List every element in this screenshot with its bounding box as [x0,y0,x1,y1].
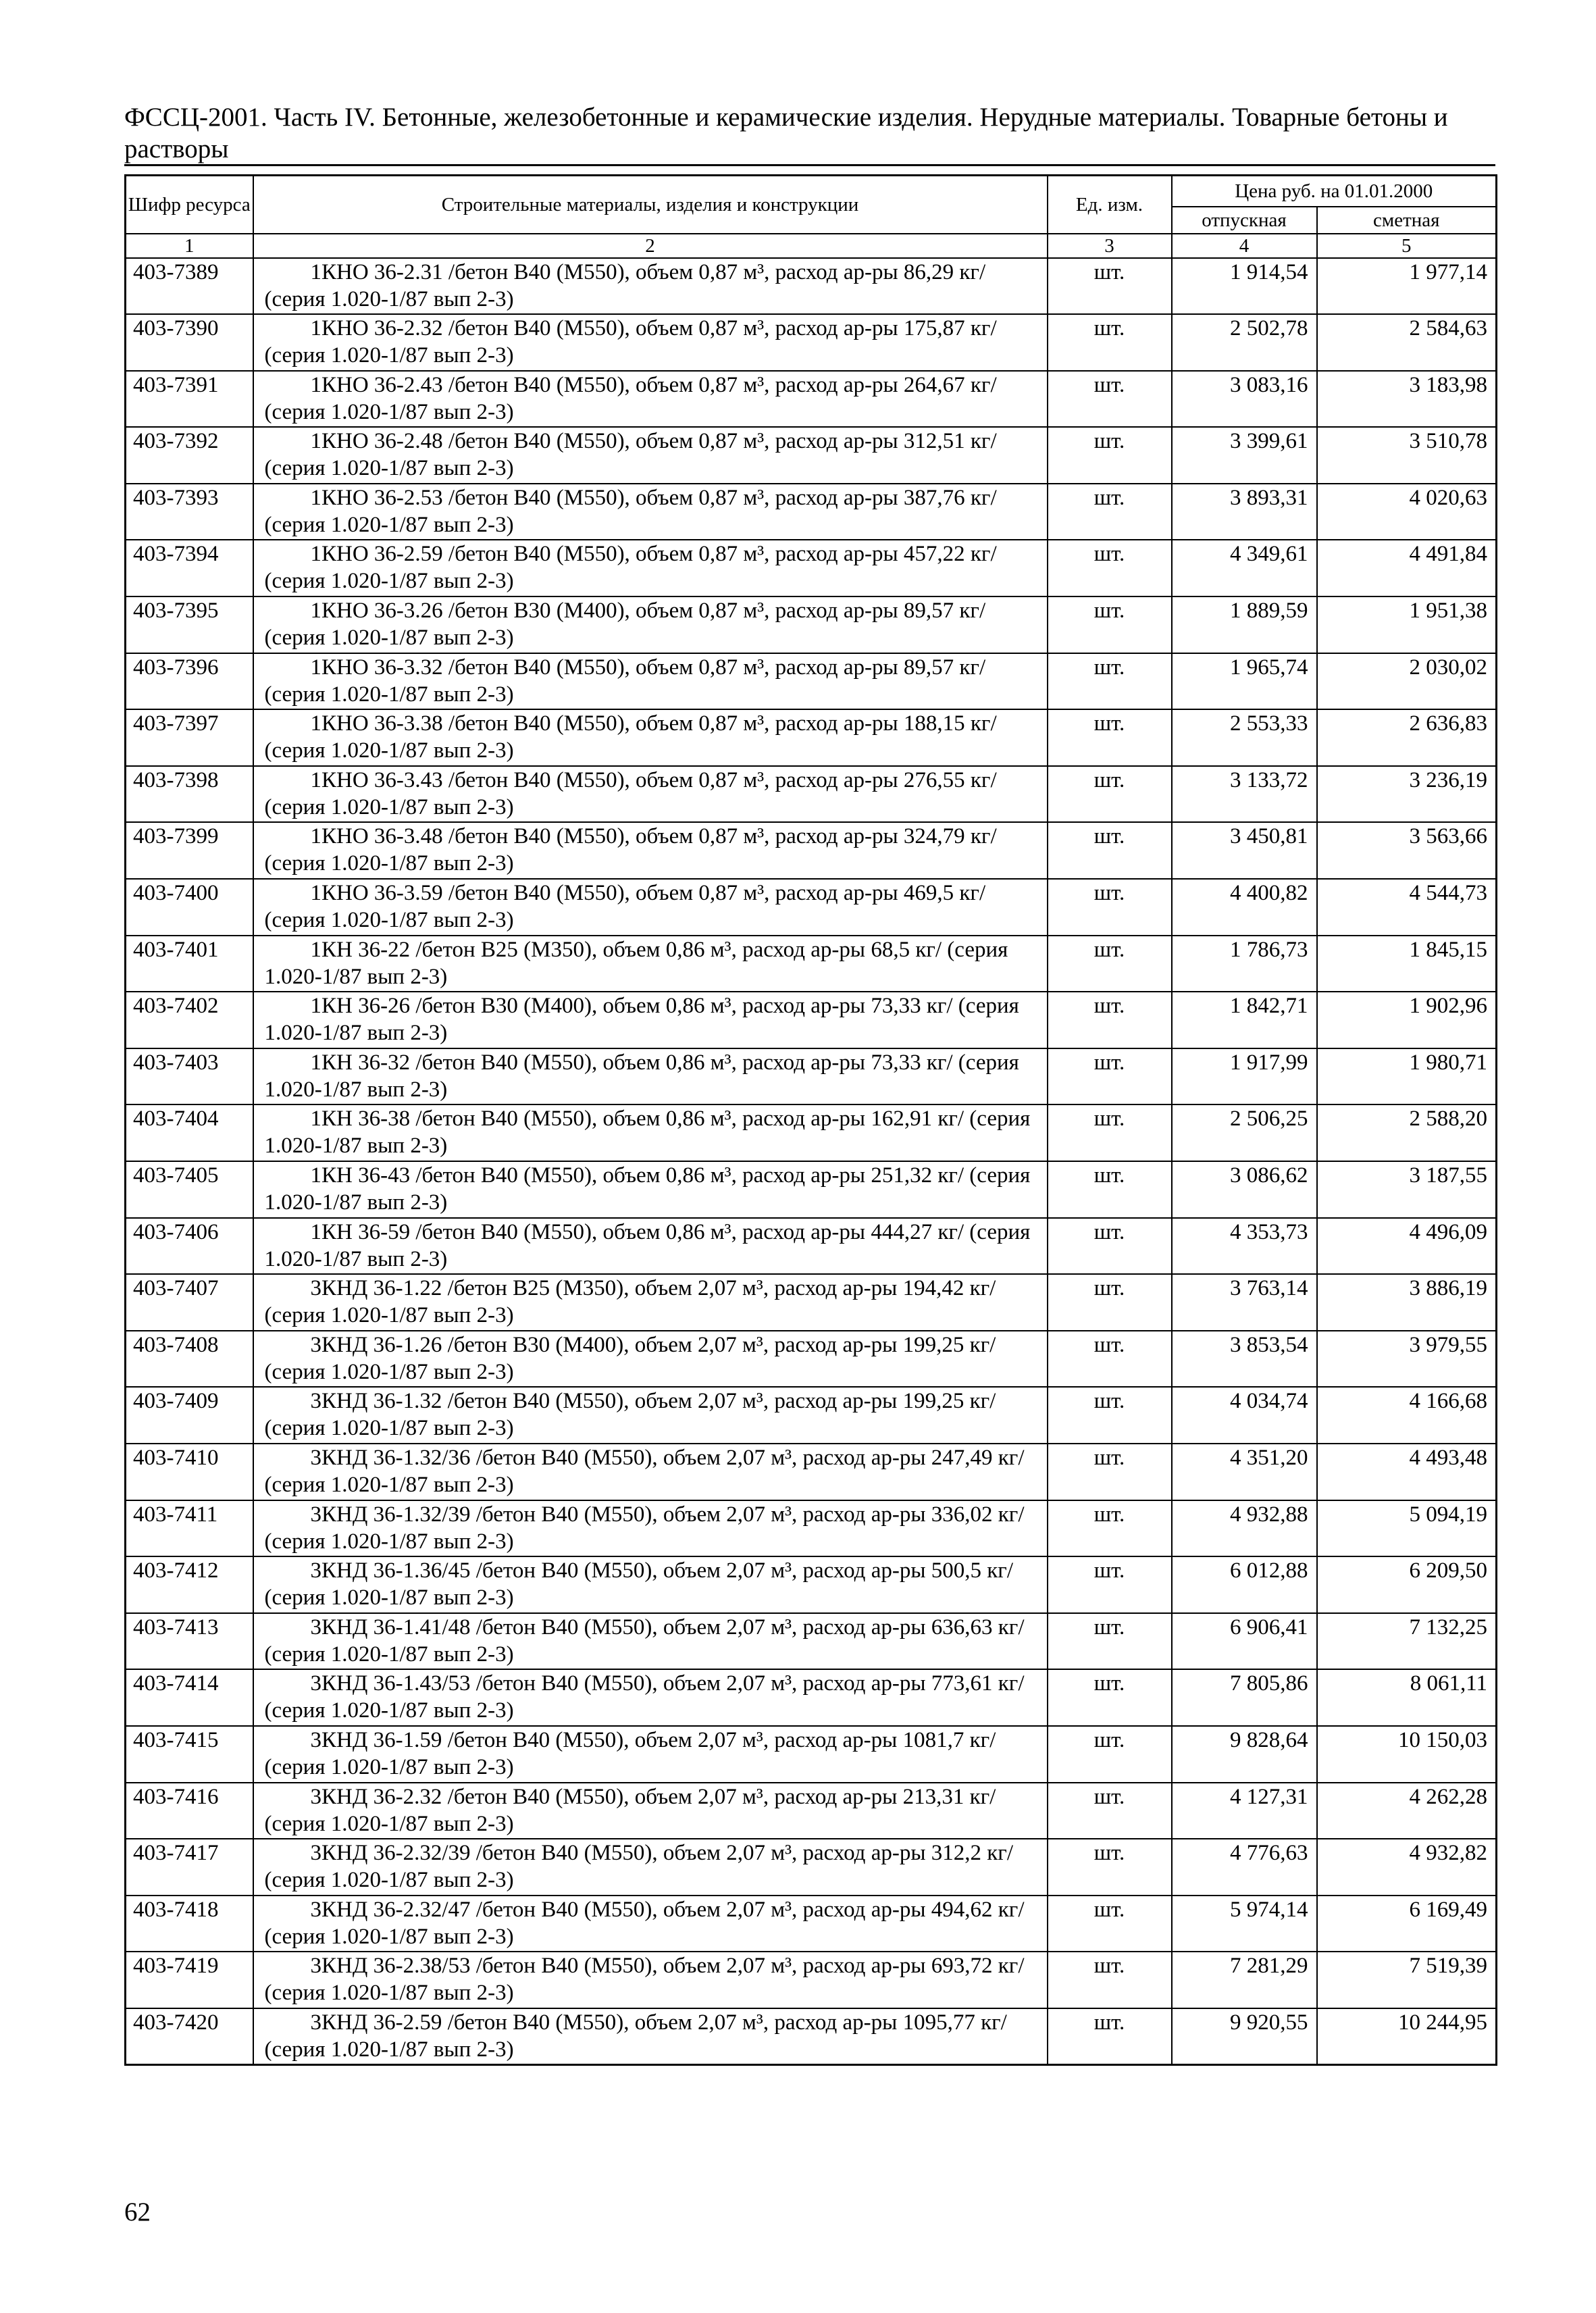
estimate-price: 7 519,39 [1317,1952,1497,2008]
page-number: 62 [124,2197,151,2227]
resource-code: 403-7394 [126,540,253,596]
material-description-text: 1КНО 36-3.48 /бетон В40 (М550), объем 0,87 м³, расход ар-ры 324,79 кг/ (серия 1.020-1/87 вып 2-3) [264,824,997,876]
release-price: 3 763,14 [1172,1274,1317,1331]
material-description-text: 3КНД 36-2.59 /бетон В40 (М550), объем 2,07 м³, расход ар-ры 1095,77 кг/ (серия 1.020-1/87 вып 2-3) [264,2010,1007,2062]
resource-code: 403-7402 [126,992,253,1048]
release-price: 4 776,63 [1172,1839,1317,1896]
unit: шт. [1048,1896,1172,1952]
material-description-text: 1КН 36-26 /бетон В30 (М400), объем 0,86 м³, расход ар-ры 73,33 кг/ (серия 1.020-1/87 вып 2-3) [264,994,1019,1046]
page-header: ФССЦ-2001. Часть IV. Бетонные, железобетонные и керамические изделия. Нерудные материалы. Товарные бетоны и растворы [124,103,1448,163]
release-price: 3 086,62 [1172,1161,1317,1218]
material-description [253,822,1048,879]
table-row [126,1274,1497,1331]
unit: шт. [1048,1669,1172,1726]
unit: шт. [1048,879,1172,936]
resource-code: 403-7416 [126,1783,253,1839]
estimate-price: 3 187,55 [1317,1161,1497,1218]
release-price: 1 965,74 [1172,653,1317,710]
material-description-text: 3КНД 36-1.36/45 /бетон В40 (М550), объем 2,07 м³, расход ар-ры 500,5 кг/ (серия 1.020-1/87 вып 2-3) [264,1558,1013,1610]
material-description-text: 3КНД 36-2.38/53 /бетон В40 (М550), объем 2,07 м³, расход ар-ры 693,72 кг/ (серия 1.020-1/87 вып 2-3) [264,1954,1025,2006]
resource-code: 403-7407 [126,1274,253,1331]
release-price: 3 133,72 [1172,766,1317,823]
table-row [126,1726,1497,1783]
table-row [126,484,1497,540]
material-description-text: 1КНО 36-2.48 /бетон В40 (М550), объем 0,87 м³, расход ар-ры 312,51 кг/ (серия 1.020-1/87 вып 2-3) [264,429,997,481]
estimate-price: 3 183,98 [1317,371,1497,428]
material-description [253,258,1048,315]
material-description [253,992,1048,1048]
material-description-text: 3КНД 36-1.22 /бетон В25 (М350), объем 2,07 м³, расход ар-ры 194,42 кг/ (серия 1.020-1/87 вып 2-3) [264,1276,996,1328]
material-description-text: 1КНО 36-2.53 /бетон В40 (М550), объем 0,87 м³, расход ар-ры 387,76 кг/ (серия 1.020-1/87 вып 2-3) [264,485,997,537]
material-description-text: 3КНД 36-1.26 /бетон В30 (М400), объем 2,07 м³, расход ар-ры 199,25 кг/ (серия 1.020-1/87 вып 2-3) [264,1332,996,1384]
release-price: 4 127,31 [1172,1783,1317,1839]
estimate-price: 4 262,28 [1317,1783,1497,1839]
release-price: 3 450,81 [1172,822,1317,879]
material-description [253,1161,1048,1218]
estimate-price: 3 563,66 [1317,822,1497,879]
column-number: 3 [1048,234,1172,258]
resource-code: 403-7411 [126,1500,253,1557]
table-row [126,1444,1497,1500]
unit: шт. [1048,427,1172,484]
material-description-text: 1КН 36-43 /бетон В40 (М550), объем 0,86 м³, расход ар-ры 251,32 кг/ (серия 1.020-1/87 вып 2-3) [264,1163,1031,1215]
unit: шт. [1048,1613,1172,1670]
release-price: 4 400,82 [1172,879,1317,936]
material-description [253,1274,1048,1331]
resource-code: 403-7401 [126,936,253,992]
table-row [126,1952,1497,2008]
header-name: Строительные материалы, изделия и конструкции [253,176,1048,234]
unit: шт. [1048,1104,1172,1161]
estimate-price: 4 020,63 [1317,484,1497,540]
material-description [253,371,1048,428]
material-description-text: 3КНД 36-1.43/53 /бетон В40 (М550), объем 2,07 м³, расход ар-ры 773,61 кг/ (серия 1.020-1/87 вып 2-3) [264,1671,1025,1723]
material-description-text: 1КНО 36-2.32 /бетон В40 (М550), объем 0,87 м³, расход ар-ры 175,87 кг/ (серия 1.020-1/87 вып 2-3) [264,316,997,368]
table-row [126,822,1497,879]
unit: шт. [1048,258,1172,315]
release-price: 1 889,59 [1172,596,1317,653]
table-row [126,1783,1497,1839]
release-price: 2 553,33 [1172,709,1317,766]
unit: шт. [1048,596,1172,653]
release-price: 9 828,64 [1172,1726,1317,1783]
material-description [253,1387,1048,1444]
table-row [126,1896,1497,1952]
release-price: 6 012,88 [1172,1556,1317,1613]
price-table [124,174,1497,2066]
resource-code: 403-7396 [126,653,253,710]
release-price: 4 353,73 [1172,1218,1317,1275]
resource-code: 403-7417 [126,1839,253,1896]
estimate-price: 4 166,68 [1317,1387,1497,1444]
resource-code: 403-7410 [126,1444,253,1500]
unit: шт. [1048,371,1172,428]
header-code: Шифр ресурса [126,176,253,234]
material-description [253,2008,1048,2065]
table-row [126,540,1497,596]
resource-code: 403-7419 [126,1952,253,2008]
material-description-text: 3КНД 36-2.32/47 /бетон В40 (М550), объем 2,07 м³, расход ар-ры 494,62 кг/ (серия 1.020-1/87 вып 2-3) [264,1897,1025,1949]
table-row [126,1613,1497,1670]
resource-code: 403-7392 [126,427,253,484]
column-number: 4 [1172,234,1317,258]
resource-code: 403-7420 [126,2008,253,2065]
release-price: 7 281,29 [1172,1952,1317,2008]
unit: шт. [1048,1500,1172,1557]
resource-code: 403-7399 [126,822,253,879]
release-price: 4 349,61 [1172,540,1317,596]
estimate-price: 1 845,15 [1317,936,1497,992]
unit: шт. [1048,1048,1172,1105]
material-description [253,1952,1048,2008]
table-row [126,766,1497,823]
unit: шт. [1048,1952,1172,2008]
table-row [126,1048,1497,1105]
material-description-text: 1КНО 36-2.43 /бетон В40 (М550), объем 0,87 м³, расход ар-ры 264,67 кг/ (серия 1.020-1/87 вып 2-3) [264,372,997,424]
material-description-text: 1КНО 36-3.43 /бетон В40 (М550), объем 0,87 м³, расход ар-ры 276,55 кг/ (серия 1.020-1/87 вып 2-3) [264,767,997,819]
resource-code: 403-7409 [126,1387,253,1444]
material-description-text: 3КНД 36-1.59 /бетон В40 (М550), объем 2,07 м³, расход ар-ры 1081,7 кг/ (серия 1.020-1/87 вып 2-3) [264,1727,996,1779]
resource-code: 403-7415 [126,1726,253,1783]
material-description-text: 1КНО 36-3.38 /бетон В40 (М550), объем 0,87 м³, расход ар-ры 188,15 кг/ (серия 1.020-1/87 вып 2-3) [264,711,997,763]
release-price: 1 786,73 [1172,936,1317,992]
material-description-text: 1КНО 36-3.59 /бетон В40 (М550), объем 0,87 м³, расход ар-ры 469,5 кг/ (серия 1.020-1/87 вып 2-3) [264,881,986,933]
resource-code: 403-7404 [126,1104,253,1161]
table-row [126,371,1497,428]
estimate-price: 4 932,82 [1317,1839,1497,1896]
resource-code: 403-7418 [126,1896,253,1952]
material-description [253,1048,1048,1105]
material-description-text: 1КНО 36-2.31 /бетон В40 (М550), объем 0,87 м³, расход ар-ры 86,29 кг/ (серия 1.020-1/87 вып 2-3) [264,259,986,311]
material-description [253,1556,1048,1613]
release-price: 1 917,99 [1172,1048,1317,1105]
resource-code: 403-7393 [126,484,253,540]
table-row [126,596,1497,653]
table-row [126,1669,1497,1726]
table-body [126,258,1497,2065]
table-row [126,992,1497,1048]
material-description-text: 1КН 36-32 /бетон В40 (М550), объем 0,86 м³, расход ар-ры 73,33 кг/ (серия 1.020-1/87 вып 2-3) [264,1050,1019,1102]
resource-code: 403-7414 [126,1669,253,1726]
estimate-price: 2 030,02 [1317,653,1497,710]
release-price: 2 502,78 [1172,314,1317,371]
resource-code: 403-7413 [126,1613,253,1670]
unit: шт. [1048,653,1172,710]
material-description-text: 1КН 36-38 /бетон В40 (М550), объем 0,86 м³, расход ар-ры 162,91 кг/ (серия 1.020-1/87 вып 2-3) [264,1107,1031,1159]
release-price: 3 399,61 [1172,427,1317,484]
resource-code: 403-7391 [126,371,253,428]
material-description-text: 1КНО 36-3.32 /бетон В40 (М550), объем 0,87 м³, расход ар-ры 89,57 кг/ (серия 1.020-1/87 вып 2-3) [264,655,986,707]
unit: шт. [1048,1444,1172,1500]
material-description-text: 3КНД 36-2.32/39 /бетон В40 (М550), объем 2,07 м³, расход ар-ры 312,2 кг/ (серия 1.020-1/87 вып 2-3) [264,1841,1013,1893]
estimate-price: 4 493,48 [1317,1444,1497,1500]
release-price: 4 351,20 [1172,1444,1317,1500]
material-description-text: 1КНО 36-2.59 /бетон В40 (М550), объем 0,87 м³, расход ар-ры 457,22 кг/ (серия 1.020-1/87 вып 2-3) [264,542,997,594]
estimate-price: 7 132,25 [1317,1613,1497,1670]
unit: шт. [1048,1783,1172,1839]
material-description [253,1218,1048,1275]
estimate-price: 5 094,19 [1317,1500,1497,1557]
estimate-price: 3 236,19 [1317,766,1497,823]
resource-code: 403-7408 [126,1331,253,1388]
table-row [126,2008,1497,2065]
material-description [253,540,1048,596]
estimate-price: 10 244,95 [1317,2008,1497,2065]
release-price: 3 893,31 [1172,484,1317,540]
estimate-price: 3 979,55 [1317,1331,1497,1388]
unit: шт. [1048,314,1172,371]
material-description [253,1331,1048,1388]
estimate-price: 4 544,73 [1317,879,1497,936]
material-description [253,484,1048,540]
material-description [253,653,1048,710]
resource-code: 403-7397 [126,709,253,766]
release-price: 5 974,14 [1172,1896,1317,1952]
material-description [253,314,1048,371]
material-description [253,427,1048,484]
estimate-price: 2 588,20 [1317,1104,1497,1161]
table-row [126,1556,1497,1613]
material-description-text: 3КНД 36-1.32 /бетон В40 (М550), объем 2,07 м³, расход ар-ры 199,25 кг/ (серия 1.020-1/87 вып 2-3) [264,1389,996,1441]
material-description [253,1896,1048,1952]
material-description-text: 1КН 36-59 /бетон В40 (М550), объем 0,86 м³, расход ар-ры 444,27 кг/ (серия 1.020-1/87 вып 2-3) [264,1219,1031,1271]
table-row [126,258,1497,315]
header-rule [124,164,1495,166]
estimate-price: 2 636,83 [1317,709,1497,766]
resource-code: 403-7389 [126,258,253,315]
material-description [253,709,1048,766]
release-price: 3 083,16 [1172,371,1317,428]
material-description [253,1613,1048,1670]
resource-code: 403-7412 [126,1556,253,1613]
resource-code: 403-7398 [126,766,253,823]
material-description [253,1444,1048,1500]
material-description-text: 3КНД 36-1.32/36 /бетон В40 (М550), объем 2,07 м³, расход ар-ры 247,49 кг/ (серия 1.020-1/87 вып 2-3) [264,1445,1025,1497]
estimate-price: 10 150,03 [1317,1726,1497,1783]
header-release-price: отпускная [1172,207,1317,234]
estimate-price: 6 209,50 [1317,1556,1497,1613]
header-unit: Ед. изм. [1048,176,1172,234]
column-number: 2 [253,234,1048,258]
release-price: 3 853,54 [1172,1331,1317,1388]
table-row [126,1387,1497,1444]
material-description [253,1839,1048,1896]
material-description-text: 3КНД 36-1.41/48 /бетон В40 (М550), объем 2,07 м³, расход ар-ры 636,63 кг/ (серия 1.020-1/87 вып 2-3) [264,1615,1025,1667]
material-description [253,766,1048,823]
table-row [126,1500,1497,1557]
material-description-text: 3КНД 36-1.32/39 /бетон В40 (М550), объем 2,07 м³, расход ар-ры 336,02 кг/ (серия 1.020-1/87 вып 2-3) [264,1502,1025,1554]
unit: шт. [1048,1387,1172,1444]
release-price: 1 842,71 [1172,992,1317,1048]
material-description-text: 1КНО 36-3.26 /бетон В30 (М400), объем 0,87 м³, расход ар-ры 89,57 кг/ (серия 1.020-1/87 вып 2-3) [264,599,986,651]
material-description [253,936,1048,992]
unit: шт. [1048,1161,1172,1218]
unit: шт. [1048,1274,1172,1331]
table-row [126,1839,1497,1896]
resource-code: 403-7403 [126,1048,253,1105]
header-estimate-price: сметная [1317,207,1497,234]
unit: шт. [1048,1726,1172,1783]
resource-code: 403-7400 [126,879,253,936]
material-description-text: 3КНД 36-2.32 /бетон В40 (М550), объем 2,07 м³, расход ар-ры 213,31 кг/ (серия 1.020-1/87 вып 2-3) [264,1784,996,1836]
resource-code: 403-7405 [126,1161,253,1218]
release-price: 2 506,25 [1172,1104,1317,1161]
table-row [126,1218,1497,1275]
estimate-price: 1 902,96 [1317,992,1497,1048]
column-number: 1 [126,234,253,258]
table-row [126,936,1497,992]
material-description [253,1783,1048,1839]
estimate-price: 1 951,38 [1317,596,1497,653]
column-number: 5 [1317,234,1497,258]
unit: шт. [1048,992,1172,1048]
table-row [126,427,1497,484]
estimate-price: 1 977,14 [1317,258,1497,315]
material-description [253,1500,1048,1557]
material-description [253,879,1048,936]
table-row [126,1331,1497,1388]
unit: шт. [1048,1218,1172,1275]
estimate-price: 1 980,71 [1317,1048,1497,1105]
estimate-price: 8 061,11 [1317,1669,1497,1726]
table-row [126,1161,1497,1218]
table-row [126,879,1497,936]
resource-code: 403-7406 [126,1218,253,1275]
release-price: 4 034,74 [1172,1387,1317,1444]
unit: шт. [1048,1556,1172,1613]
resource-code: 403-7395 [126,596,253,653]
unit: шт. [1048,540,1172,596]
estimate-price: 4 491,84 [1317,540,1497,596]
table-row [126,653,1497,710]
table-row [126,709,1497,766]
release-price: 9 920,55 [1172,2008,1317,2065]
release-price: 1 914,54 [1172,258,1317,315]
estimate-price: 2 584,63 [1317,314,1497,371]
material-description [253,1726,1048,1783]
table-row [126,1104,1497,1161]
unit: шт. [1048,2008,1172,2065]
estimate-price: 6 169,49 [1317,1896,1497,1952]
table-row [126,314,1497,371]
release-price: 7 805,86 [1172,1669,1317,1726]
unit: шт. [1048,822,1172,879]
header-price-group: Цена руб. на 01.01.2000 [1172,176,1497,207]
unit: шт. [1048,1839,1172,1896]
release-price: 4 932,88 [1172,1500,1317,1557]
unit: шт. [1048,936,1172,992]
unit: шт. [1048,766,1172,823]
resource-code: 403-7390 [126,314,253,371]
unit: шт. [1048,484,1172,540]
unit: шт. [1048,1331,1172,1388]
material-description [253,596,1048,653]
material-description-text: 1КН 36-22 /бетон В25 (М350), объем 0,86 м³, расход ар-ры 68,5 кг/ (серия 1.020-1/87 вып 2-3) [264,937,1008,989]
estimate-price: 3 886,19 [1317,1274,1497,1331]
unit: шт. [1048,709,1172,766]
material-description [253,1104,1048,1161]
material-description [253,1669,1048,1726]
release-price: 6 906,41 [1172,1613,1317,1670]
estimate-price: 4 496,09 [1317,1218,1497,1275]
estimate-price: 3 510,78 [1317,427,1497,484]
